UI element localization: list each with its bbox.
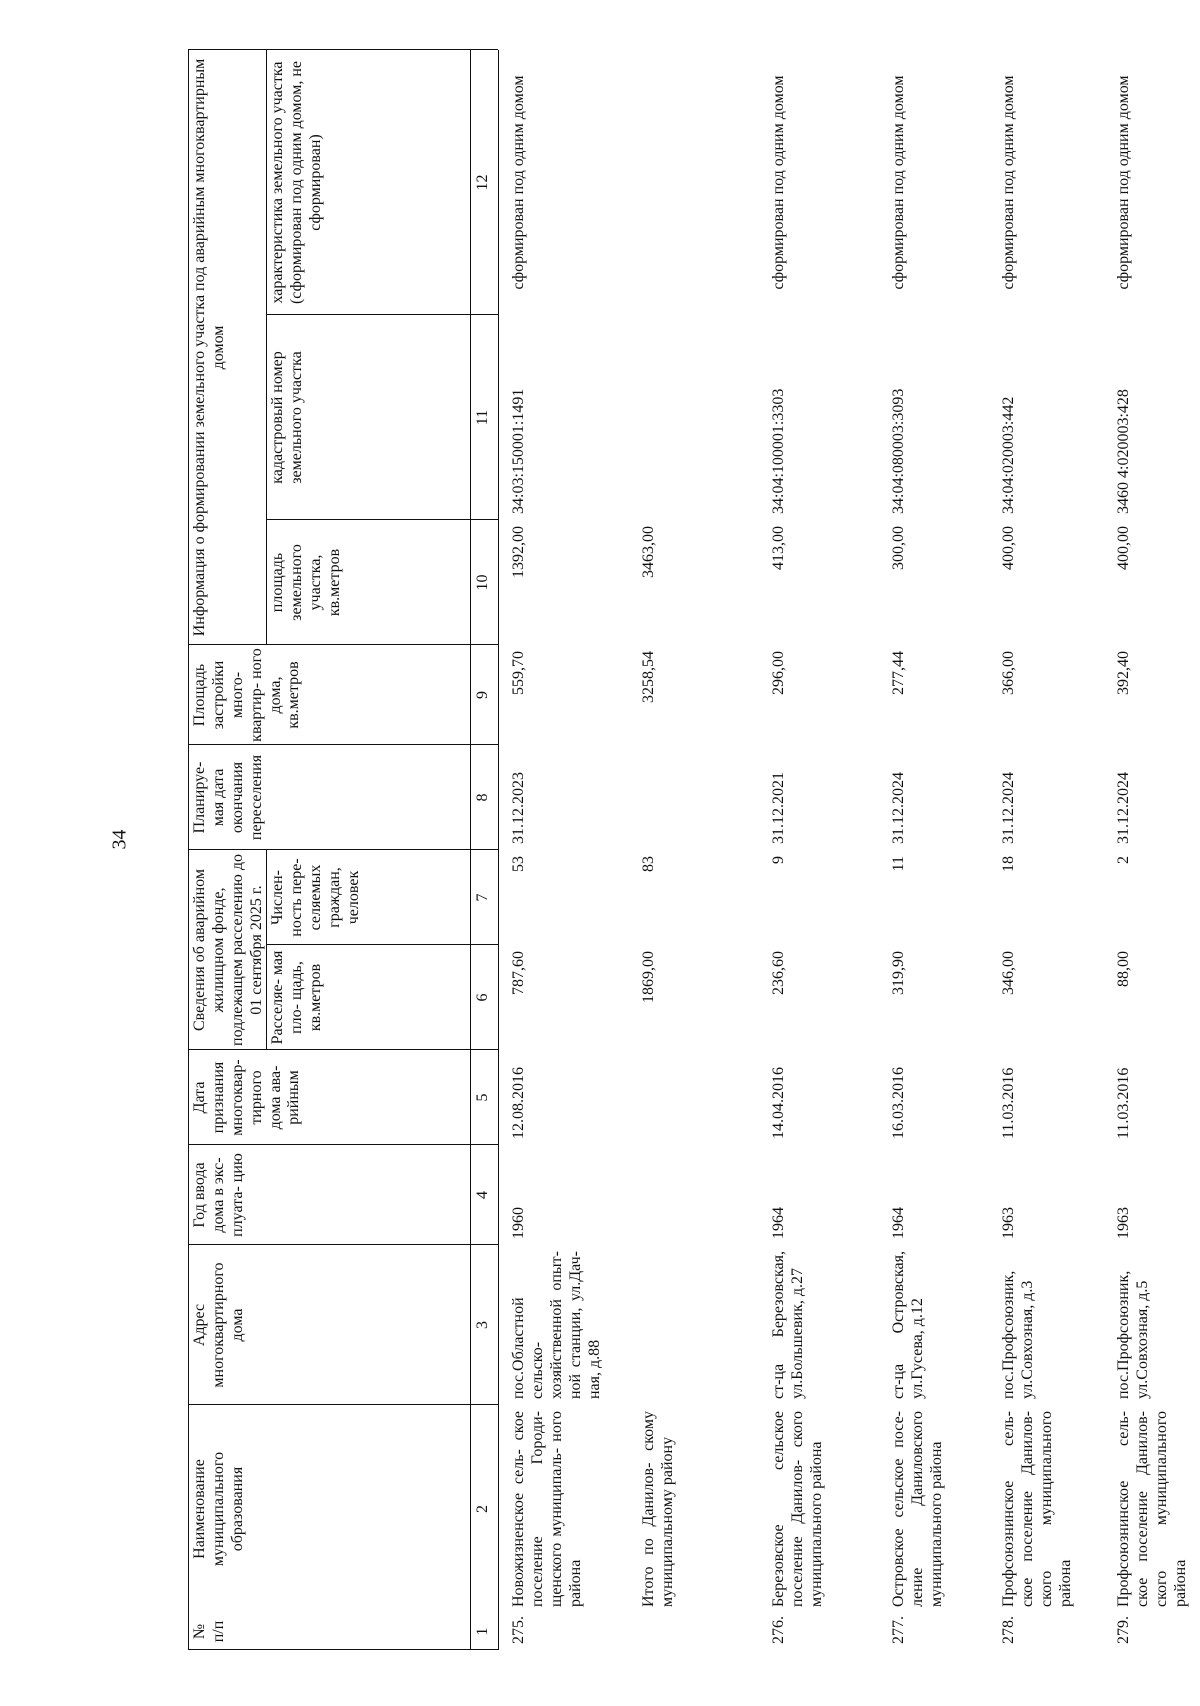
cell-cadastral: 34:03:150001:1491 [510,388,527,514]
cell-name: Профсоюзнинское сель- ское поселение Данилов- ского муниципального района [1000,1411,1074,1607]
cell-area: 88,00 [1115,951,1132,987]
cell-date: 16.03.2016 [890,1067,907,1139]
cell-people: 9 [770,856,787,864]
column-number-7: 7 [474,893,491,902]
cell-cadastral: 34:04:020003:442 [1000,396,1017,514]
emergency-housing-table [160,50,1189,1650]
header-col-address: Адрес многоквартирного дома [191,1262,246,1388]
cell-plan: 31.12.2024 [890,772,907,844]
cell-date: 12.08.2016 [510,1067,527,1139]
cell-year: 1963 [1000,1207,1017,1239]
cell-cadastral [630,315,758,520]
cell-no: 279. [1115,1616,1132,1644]
header-col-people: Числен- ность пере- селяемых граждан, человек [269,858,362,937]
cell-people: 18 [1000,856,1017,872]
cell-address [630,1245,758,1405]
cell-no [630,1613,758,1650]
cell-year: 1964 [770,1207,787,1239]
column-number-10: 10 [474,574,491,591]
cell-built: 277,44 [890,651,907,695]
cell-cadastral: 3460 4:020003:428 [1115,389,1132,514]
cell-year [630,1145,758,1245]
cell-cadastral: 34:04:100001:3303 [770,388,787,514]
cell-land-area: 400,00 [1000,526,1017,570]
column-number-5: 5 [474,1093,491,1102]
cell-land-char: сформирован под одним домом [1115,75,1132,290]
column-number-3: 3 [474,1321,491,1329]
cell-people: 53 [510,856,527,872]
column-number-8: 8 [474,793,491,802]
cell-plan: 31.12.2021 [770,772,787,844]
column-number-2: 2 [474,1505,491,1513]
cell-address: ст-ца Островская, ул.Гусева, д.12 [890,1251,926,1399]
cell-land-char: сформирован под одним домом [510,75,527,290]
cell-area: 346,00 [1000,951,1017,995]
column-number-4: 4 [474,1191,491,1199]
cell-cadastral: 34:04:080003:3093 [890,388,907,514]
cell-date: 14.04.2016 [770,1067,787,1139]
cell-built: 559,70 [510,651,527,695]
header-col-date: Дата признания многоквар- тирного дома ава- рийным [191,1059,303,1136]
cell-date: 11.03.2016 [1000,1067,1017,1139]
cell-area: 787,60 [510,951,527,995]
cell-no: 275. [510,1616,527,1644]
header-col-name: Наименование муниципального образования [191,1451,246,1567]
cell-built: 366,00 [1000,651,1017,695]
cell-no: 276. [770,1616,787,1644]
cell-land-char [630,50,758,315]
cell-no: 277. [890,1616,907,1644]
cell-address: пос.Областной сельско- хозяйственной опыт- ной станции, ул.Дач- ная, д.88 [510,1251,603,1399]
cell-name: Березовское сельское поселение Данилов- ского муниципального района [770,1411,825,1607]
cell-area: 1869,00 [640,951,657,1003]
cell-year: 1964 [890,1207,907,1239]
cell-land-char: сформирован под одним домом [770,75,787,290]
column-number-11: 11 [474,409,491,426]
header-col-year: Год ввода дома в экс- плуата- цию [191,1153,246,1237]
cell-plan: 31.12.2023 [510,772,527,844]
cell-name: Новожизненское сель- ское поселение Городи- щенского муниципаль- ного района [510,1411,584,1607]
column-number-1: 1 [474,1627,491,1636]
column-number-12: 12 [474,174,491,191]
numbers-bottom-rule [498,50,499,1650]
cell-name: Островское сельское посе- ление Даниловского муниципального района [890,1411,945,1607]
cell-built: 296,00 [770,651,787,695]
cell-land-char: сформирован под одним домом [1000,75,1017,290]
cell-land-area: 1392,00 [510,526,527,578]
cell-address: ст-ца Березовская, ул.Большевик, д.27 [770,1251,806,1399]
cell-people: 2 [1115,856,1132,864]
cell-built: 3258,54 [640,651,657,703]
header-group-land: Информация о формировании земельного участка под аварийным многоквартирным домом [191,58,227,637]
cell-name: Итого по Данилов- скому муниципальному району [640,1411,676,1607]
cell-date [630,1050,758,1145]
cell-address: пос.Профсоюзник, ул.Совхозная, д.3 [1000,1270,1036,1399]
cell-people: 83 [640,856,657,872]
page-number: 34 [108,829,131,850]
cell-year: 1963 [1115,1207,1132,1239]
cell-area: 319,90 [890,951,907,995]
cell-land-area: 3463,00 [640,526,657,578]
header-col-land-char: характеристика земельного участка (сформирован под одним домом, не сформирован) [269,60,324,305]
cell-date: 11.03.2016 [1115,1067,1132,1139]
header-col-no: № п/п [191,1620,227,1643]
cell-name: Профсоюзнинское сель- ское поселение Данилов- ского муниципального района [1115,1411,1189,1607]
cell-plan [630,745,758,850]
cell-people: 11 [890,856,907,872]
cell-area: 236,60 [770,951,787,995]
header-col-area: Расселяе- мая пло- щадь, кв.метров [269,950,324,1045]
cell-plan: 31.12.2024 [1115,772,1132,844]
cell-land-area: 413,00 [770,526,787,570]
cell-year: 1960 [510,1207,527,1239]
cell-land-char: сформирован под одним домом [890,75,907,290]
header-group-fund: Сведения об аварийном жилищном фонде, подлежащем расселению до 01 сентября 2025 г. [191,854,265,1046]
header-col-land-area: площадь земельного участка, кв.метров [269,544,343,621]
cell-address: пос.Профсоюзник, ул.Совхозная, д.5 [1115,1270,1151,1399]
column-number-9: 9 [474,691,491,699]
cell-built: 392,40 [1115,651,1132,695]
cell-plan: 31.12.2024 [1000,772,1017,844]
header-col-built: Площадь застройки много- квартир- ного дома, кв.метров [191,648,303,742]
cell-no: 278. [1000,1616,1017,1644]
cell-land-area: 400,00 [1115,526,1132,570]
header-col-plan: Планируе- мая дата окончания переселения [191,754,265,841]
header-col-cadastral: кадастровый номер земельного участка [269,351,305,484]
cell-land-area: 300,00 [890,526,907,570]
column-number-6: 6 [474,993,491,1002]
